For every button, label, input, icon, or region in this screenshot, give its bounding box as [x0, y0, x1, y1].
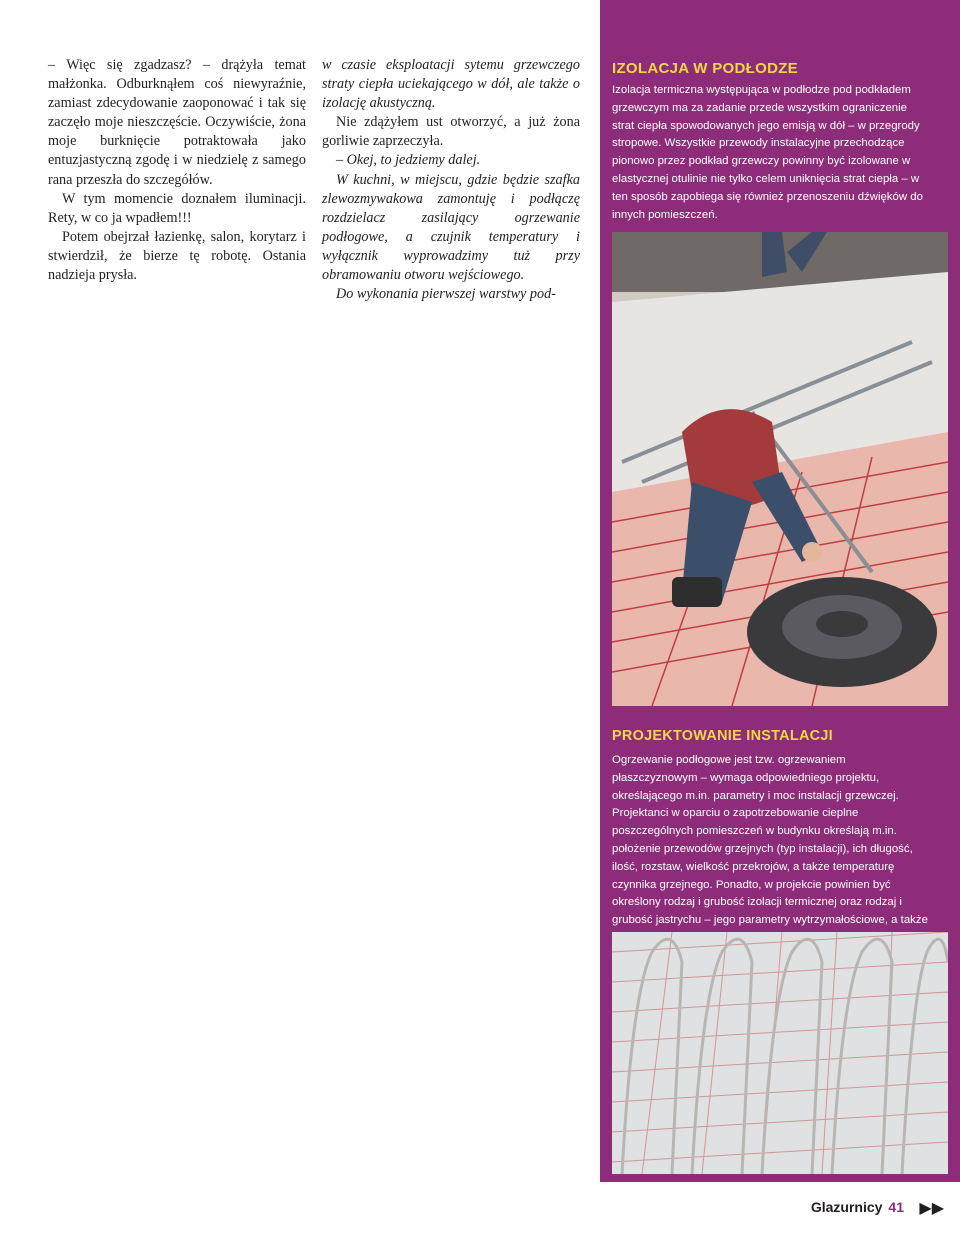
- footer-area: [600, 1182, 960, 1256]
- paragraph: – Więc się zgadzasz? – drążyła temat małżonka. Odburknąłem coś niewyraźnie, zamiast zdecydowanie zaoponować i tak się zaczęło moje nieszczęście. Oczywiście, żona moje burknięcie potraktowała jako entuzjastyczną zgodę i w niedzielę z samego rana przeszła do szczegółów.: [48, 57, 306, 188]
- magazine-title: Glazurnicy: [810, 1199, 883, 1215]
- paragraph: W kuchni, w miejscu, gdzie będzie szafka zlewozmywakowa zamontuję i podłączę rozdzielacz zasilający ogrzewanie podłogowe, a czujnik temperatury i wyłącznik wyprowadzimy tuż przy obramowaniu otworu wejściowego.: [322, 171, 580, 284]
- article-column-1: [48, 56, 306, 285]
- paragraph: Potem obejrzał łazienkę, salon, korytarz i stwierdził, że bierze tę robotę. Ostania nadzieja prysła.: [48, 228, 306, 284]
- box-title-insulation: IZOLACJA W PODŁODZE: [612, 60, 798, 77]
- footer-magazine-name: [811, 1199, 904, 1215]
- box-text-insulation: Izolacja termiczna występująca w podłodze pod podkładem grzewczym ma za zadanie przede wszystkim ograniczenie strat ciepła spowodowanych jego emisją w dół – w przegrody stropowe. Wszystkie przewody instalacyjne przechodzące pionowo przez podkład grzewczy powinny być izolowane w elastycznej otulinie nie tylko celem uniknięcia strat ciepła – w ten sposób zapobiega się również przenoszeniu dźwięków do innych pomieszczeń.: [612, 84, 923, 221]
- floor-insulation-illustration: [612, 232, 948, 706]
- photo-heating-pipes: [612, 932, 948, 1174]
- paragraph: Nie zdążyłem ust otworzyć, a już żona gorliwie zaprzeczyła.: [322, 114, 580, 150]
- page-number: 41: [888, 1199, 904, 1215]
- heating-pipes-illustration: [612, 932, 948, 1174]
- paragraph: w czasie eksploatacji sytemu grzewczego straty ciepła uciekającego w dół, ale także o izolację akustyczną.: [322, 57, 580, 112]
- box-text-design: Ogrzewanie podłogowe jest tzw. ogrzewaniem płaszczyznowym – wymaga odpowiedniego projektu, określającego m.in. parametry i moc instalacji grzewczej. Projektanci w oparciu o zapotrzebowanie cieplne poszczególnych pomieszczeń w budynku określają m.in. położenie przewodów grzejnych (typ instalacji), ich długość, ilość, rozstaw, wielkość przekrojów, a także temperaturę czynnika grzejnego. Ponadto, w projekcie powinien być określony rodzaj i grubość izolacji termicznej oraz rodzaj i grubość jastrychu – jego parametry wytrzymałościowe, a także: [612, 754, 928, 927]
- paragraph: W tym momencie doznałem iluminacji. Rety, w co ja wpadłem!!!: [48, 190, 306, 226]
- paragraph: Do wykonania pierwszej warstwy pod-: [336, 286, 556, 303]
- article-column-2: [322, 56, 580, 304]
- arrow-icon: ▶▶: [919, 1198, 944, 1217]
- photo-floor-insulation: [612, 232, 948, 706]
- paragraph: – Okej, to jedziemy dalej.: [336, 152, 481, 169]
- box-title-design: PROJEKTOWANIE INSTALACJI: [612, 728, 833, 744]
